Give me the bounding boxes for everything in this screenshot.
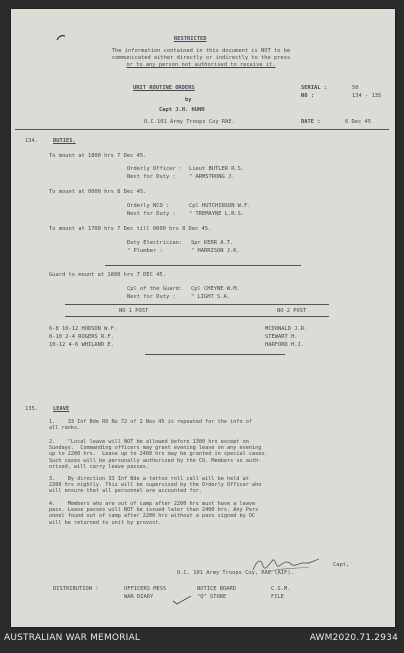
archive-footer [0,629,404,653]
next-duty-2-label: Next for Duty : [127,211,176,217]
post-2-header: NO 2 POST [277,308,307,314]
section-135-title: LEAVE [53,406,70,412]
duties-divider [105,265,301,266]
post-1-header: NO 1 POST [119,308,149,314]
distribution-item: "Q" STORE [197,594,227,600]
orderly-nco-label: Orderly NCO : [127,203,170,209]
signoff-unit: O.C. 101 Army Troops Coy, RAE (AIF). [177,570,294,576]
duty-electrician-value: Spr KERR A.T. [191,240,234,246]
plumber-label: " Plumber : [127,248,163,254]
distribution-item: FILE [271,594,284,600]
post-2-row: MCDONALD J.R. [265,326,308,332]
serial-value: 50 [352,85,359,91]
mount-time-2: To mount at 0600 hrs 8 Dec 45. [49,189,147,195]
distribution-item: NOTICE BOARD [197,586,236,592]
leave-paragraph-1: 1. 33 Inf Bde RO No 72 of 2 Nov 45 is repeated for the info of all ranks. [49,419,253,432]
notice-line-3: or to any person not authorised to receive it. [126,62,276,68]
section-134-title: DUTIES. [53,138,76,144]
notice-line-1: The information contained in this document is NOT to be [111,48,291,54]
orderly-officer-value: Lieut BUTLER R.S. [189,166,245,172]
orderly-officer-label: Orderly Officer : [127,166,183,172]
signoff-rank: Capt, [333,562,350,568]
leave-paragraph-3: 3. By direction 33 Inf Bde a tattoo roll call will be held at 2200 hrs nightly. This will be supervised by the Orderly Officer who will ensure that all personnel are accounted for. [49,476,262,495]
post-1-row: 10-12 4-6 WHILAND E. [49,342,114,348]
next-duty-2-value: " TREMAYNE L.R.S. [189,211,245,217]
post-1-row: 6-8 10-12 HODSON W.F. [49,326,118,332]
footer-institution: AUSTRALIAN WAR MEMORIAL [4,633,141,643]
distribution-label: DISTRIBUTION : [53,586,99,592]
serial-label: SERIAL : [301,85,327,91]
next-duty-1-value: " ARMSTRONG J. [189,174,235,180]
officer-name: Capt J.H. HUNN [159,107,205,113]
no-value: 134 - 135 [352,93,382,99]
leave-paragraph-4: 4. Members who are out of camp after 2200 hrs must have a leave pass. Leave passes will NOT be issued later than 2400 hrs. Any Pers onnel found out of camp after 2200 hrs without a pass signed by OC will be returned to unit by provost. [49,501,259,526]
mount-time-3: To mount at 1700 hrs 7 Dec till 0600 hrs 8 Dec 45. [49,226,212,232]
unit-name: O.C.101 Army Troops Coy RAE. [144,119,235,125]
next-duty-1-label: Next for Duty : [127,174,176,180]
section-134-number: 134. [25,138,38,144]
cpl-guard-label: Cpl of the Guard: [127,286,183,292]
post-1-row: 8-10 2-4 ROGERS R.F. [49,334,114,340]
post-header-top-rule [65,304,329,305]
post-2-row: HARFORD H.J. [265,342,304,348]
header-divider [15,129,389,130]
notice-line-2: communicated either directly or indirectly to the press [111,55,291,61]
duty-electrician-label: Duty Electrician: [127,240,183,246]
classification: RESTRICTED [174,36,207,42]
cpl-guard-value: Cpl CHEYNE W.M. [191,286,240,292]
distribution-item: OFFICERS MESS [124,586,167,592]
guard-mount: Guard to mount at 1800 hrs 7 DEC 45. [49,272,166,278]
date-value: 6 Dec 45 [345,119,371,125]
next-duty-3-label: Next for Duty : [127,294,176,300]
post-2-row: STEWART H. [265,334,298,340]
next-duty-3-value: " LIGHT S.A. [191,294,230,300]
section-135-number: 135. [25,406,38,412]
posts-bottom-rule [145,354,285,355]
by-label: by [185,97,192,103]
date-label: DATE : [301,119,321,125]
no-label: NO : [301,93,314,99]
plumber-value: " HARRISON J.K. [191,248,240,254]
distribution-item: WAR DIARY [124,594,154,600]
footer-accession-number: AWM2020.71.2934 [309,633,398,643]
post-header-bottom-rule [65,316,329,317]
document-page [11,9,395,627]
pen-mark [55,33,69,43]
unit-routine-orders-title: UNIT ROUTINE ORDERS [133,85,195,91]
tick-mark [171,595,193,605]
leave-paragraph-2: 2. "Local leave will NOT be allowed before 1300 hrs except on Sundays. Commanding officers may grant evening leave on any evening up to 2200 hrs. Leave up to 2400 hrs may be granted in special cases. Such cases will be personally authorised by the CO. Members so auth- orised, will carry leave passes. [49,439,268,470]
mount-time-1: To mount at 1800 hrs 7 Dec 45. [49,153,147,159]
orderly-nco-value: Cpl HUTCHINSON W.F. [189,203,251,209]
distribution-item: C.S.M. [271,586,291,592]
